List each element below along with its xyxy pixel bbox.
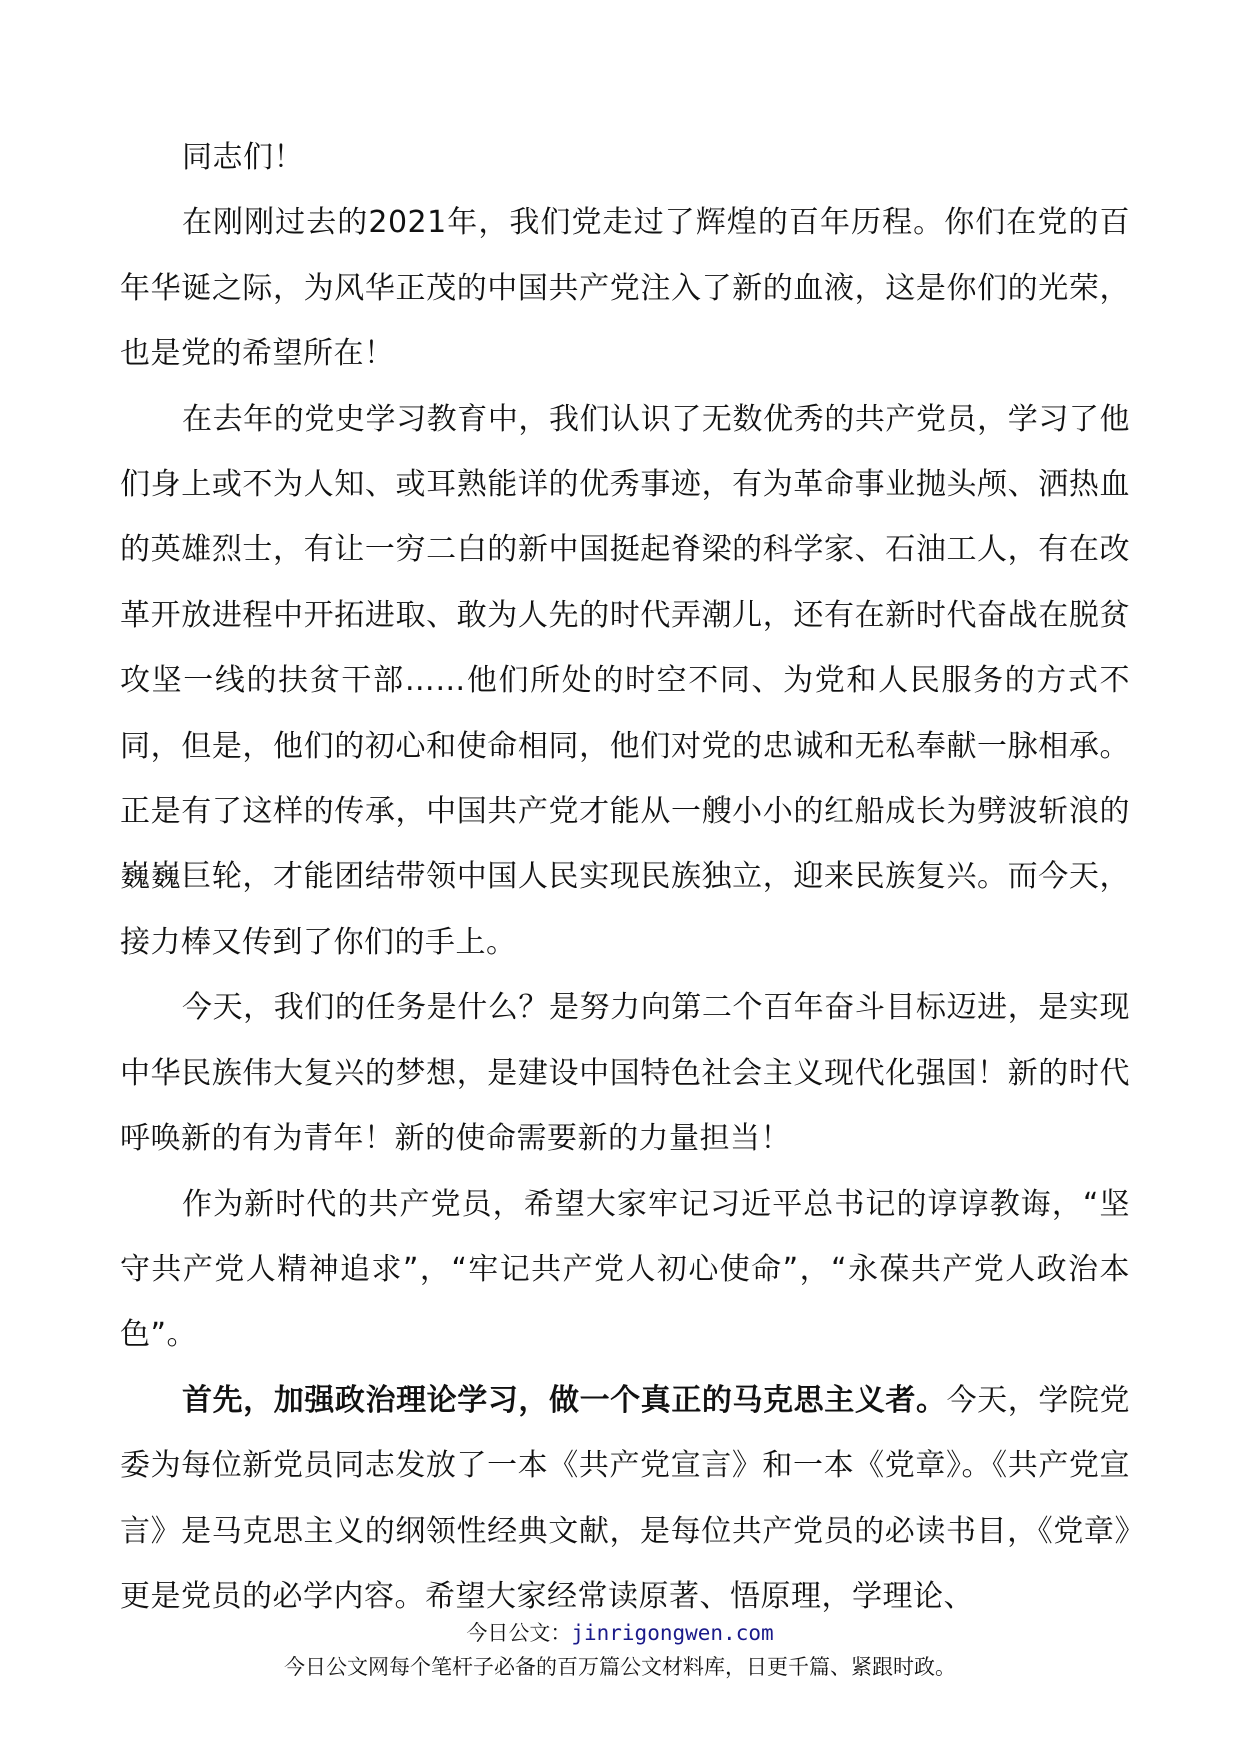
body-paragraph: 在去年的党史学习教育中，我们认识了无数优秀的共产党员，学习了他们身上或不为人知、或耳熟能详的优秀事迹，有为革命事业抛头颅、洒热血的英雄烈士，有让一穷二白的新中国挺起脊梁的科学家、石油工人，有在改革开放进程中开拓进取、敢为人先的时代弄潮儿，还有在新时代奋战在脱贫攻坚一线的扶贫干部……他们所处的时空不同、为党和人民服务的方式不同，但是，他们的初心和使命相同，他们对党的忠诚和无私奉献一脉相承。正是有了这样的传承，中国共产党才能从一艘小小的红船成长为劈波斩浪的巍巍巨轮，才能团结带领中国人民实现民族独立，迎来民族复兴。而今天，接力棒又传到了你们的手上。 bbox=[120, 401, 1130, 960]
bold-lead-sentence: 首先，加强政治理论学习，做一个真正的马克思主义者。 bbox=[182, 1382, 947, 1418]
body-paragraph: 作为新时代的共产党员，希望大家牢记习近平总书记的谆谆教诲，“坚守共产党人精神追求”，“牢记共产党人初心使命”，“永葆共产党人政治本色”。 bbox=[120, 1186, 1130, 1353]
salutation-paragraph: 同志们！ bbox=[182, 140, 304, 175]
body-paragraph: 今天，我们的任务是什么？是努力向第二个百年奋斗目标迈进，是实现中华民族伟大复兴的梦想，是建设中国特色社会主义现代化强国！新的时代呼唤新的有为青年！新的使命需要新的力量担当！ bbox=[120, 990, 1130, 1157]
footer-slogan: 今日公文网每个笔杆子必备的百万篇公文材料库，日更千篇、紧跟时政。 bbox=[284, 1655, 956, 1679]
footer-site bbox=[0, 1617, 1240, 1647]
body-paragraph bbox=[120, 1368, 1130, 1630]
paragraph-text: 今天，学院党委为每位新党员同志发放了一本《共产党宣言》和一本《党章》。《共产党宣言》是马克思主义的纲领性经典文献，是每位共产党员的必读书目，《党章》更是党员的必学内容。希望大家经常读原著、悟原理，学理论、 bbox=[120, 1382, 1131, 1614]
footer-site-label: 今日公文： bbox=[466, 1621, 572, 1645]
body-paragraph: 在刚刚过去的2021年，我们党走过了辉煌的百年历程。你们在党的百年华诞之际，为风华正茂的中国共产党注入了新的血液，这是你们的光荣，也是党的希望所在！ bbox=[120, 205, 1130, 372]
document-body bbox=[120, 125, 1130, 1629]
footer-site-link[interactable]: jinrigongwen.com bbox=[571, 1621, 774, 1645]
